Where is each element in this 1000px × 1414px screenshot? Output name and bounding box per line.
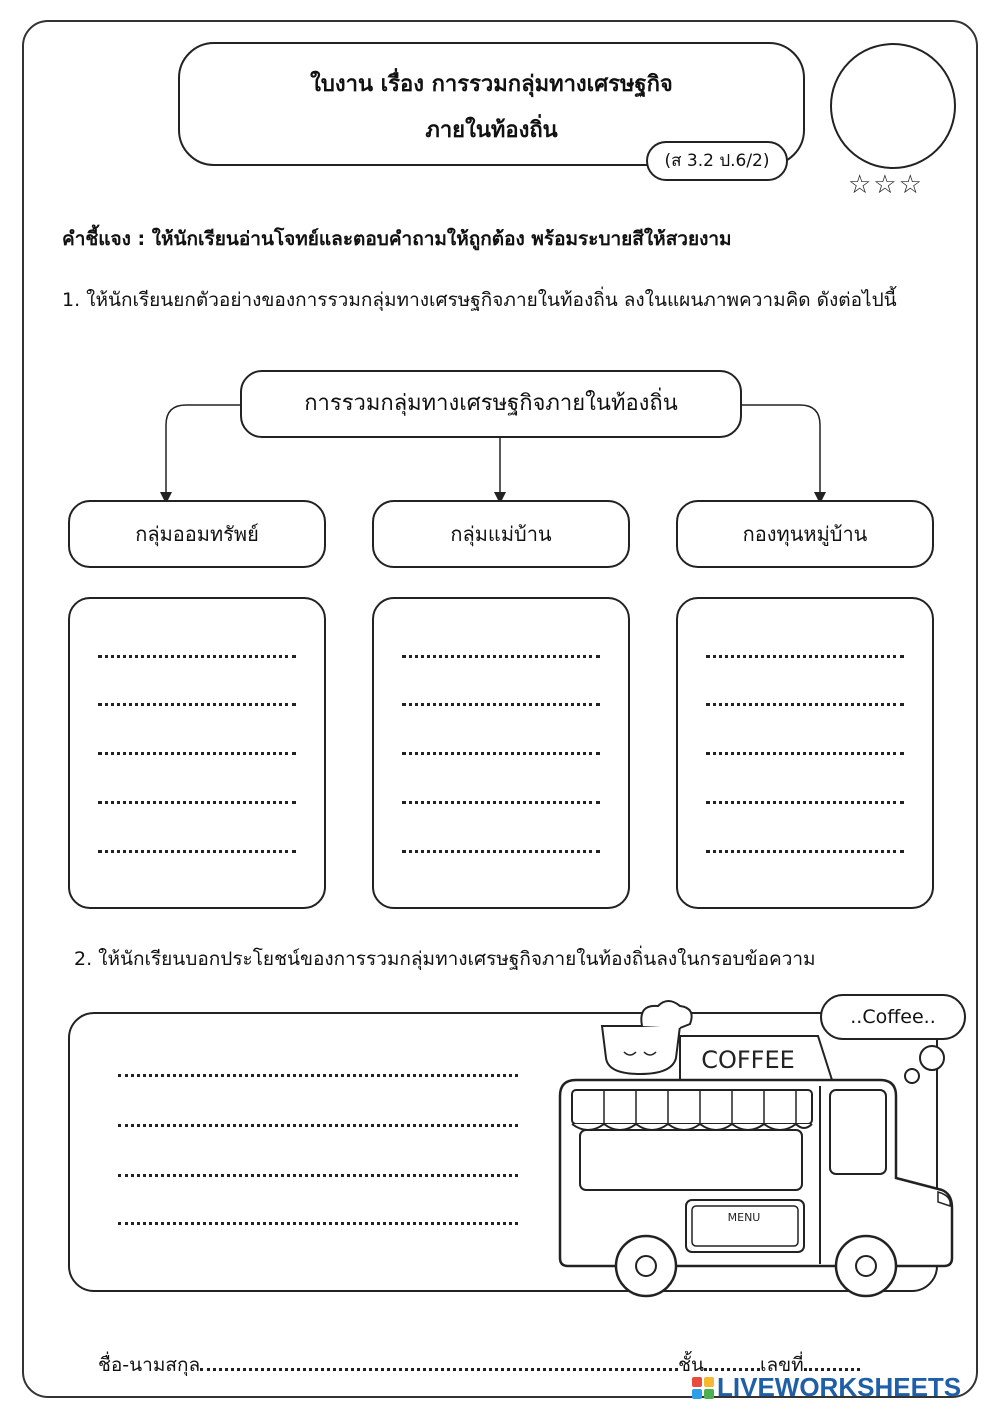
benefit-line[interactable] (118, 1222, 518, 1225)
name-field[interactable] (200, 1354, 678, 1371)
star-rating-icon: ☆☆☆ (848, 170, 924, 200)
answer-line[interactable] (402, 752, 600, 755)
answer-line[interactable] (706, 703, 904, 706)
category-savings-group: กลุ่มออมทรัพย์ (68, 500, 326, 568)
coffee-speech-bubble: ..Coffee.. (820, 994, 966, 1040)
answer-line[interactable] (402, 850, 600, 853)
category-village-fund: กองทุนหมู่บ้าน (676, 500, 934, 568)
answer-line[interactable] (402, 655, 600, 658)
answer-line[interactable] (98, 752, 296, 755)
question-1: 1. ให้นักเรียนยกตัวอย่างของการรวมกลุ่มทางเศรษฐกิจภายในท้องถิ่น ลงในแผนภาพความคิด ดังต่อไปนี้ (62, 289, 897, 311)
answer-box-2[interactable] (372, 597, 630, 909)
menu-text: MENU (727, 1211, 761, 1224)
answer-line[interactable] (706, 801, 904, 804)
answer-line[interactable] (98, 801, 296, 804)
answer-line[interactable] (706, 752, 904, 755)
answer-line[interactable] (98, 655, 296, 658)
liveworksheets-logo (692, 1372, 961, 1403)
curriculum-code: (ส 3.2 ป.6/2) (646, 141, 788, 181)
class-label: ชั้น (678, 1354, 704, 1376)
class-field[interactable] (704, 1354, 760, 1371)
number-label: เลขที่ (759, 1354, 804, 1376)
number-field[interactable] (804, 1354, 860, 1371)
benefit-line[interactable] (118, 1174, 518, 1177)
instruction-text: คำชี้แจง : ให้นักเรียนอ่านโจทย์และตอบคำถามให้ถูกต้อง พร้อมระบายสีให้สวยงาม (62, 228, 732, 250)
mindmap-center: การรวมกลุ่มทางเศรษฐกิจภายในท้องถิ่น (240, 370, 742, 438)
category-housewives-group: กลุ่มแม่บ้าน (372, 500, 630, 568)
answer-line[interactable] (402, 703, 600, 706)
question-2: 2. ให้นักเรียนบอกประโยชน์ของการรวมกลุ่มทางเศรษฐกิจภายในท้องถิ่นลงในกรอบข้อความ (74, 948, 816, 970)
title-line-2: ภายในท้องถิ่น (425, 118, 558, 143)
title-line-1: ใบงาน เรื่อง การรวมกลุ่มทางเศรษฐกิจ (310, 72, 673, 97)
answer-box-1[interactable] (68, 597, 326, 909)
answer-line[interactable] (706, 850, 904, 853)
answer-line[interactable] (706, 655, 904, 658)
answer-line[interactable] (98, 703, 296, 706)
sign-text: COFFEE (701, 1046, 795, 1074)
answer-line[interactable] (98, 850, 296, 853)
benefit-line[interactable] (118, 1074, 518, 1077)
answer-box-3[interactable] (676, 597, 934, 909)
liveworksheets-icon (692, 1377, 714, 1399)
benefit-line[interactable] (118, 1124, 518, 1127)
brand-text: LIVEWORKSHEETS (717, 1372, 962, 1402)
coffee-truck-icon (550, 996, 960, 1306)
answer-line[interactable] (402, 801, 600, 804)
name-label: ชื่อ-นามสกุล (98, 1354, 201, 1376)
